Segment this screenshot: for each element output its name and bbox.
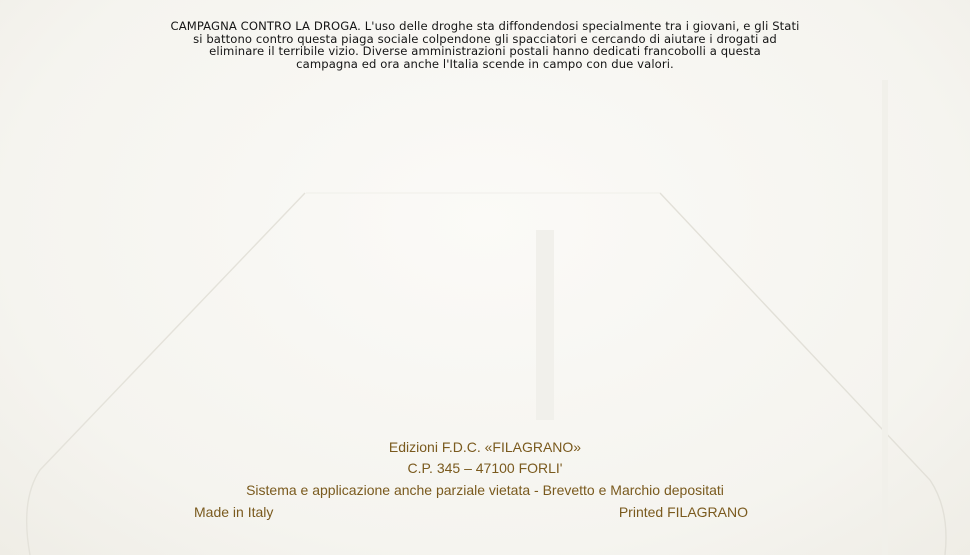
description-line-4: campagna ed ora anche l'Italia scende in campo con due valori. xyxy=(296,56,674,71)
publisher-imprint xyxy=(170,437,800,523)
description-line-2: si battono contro questa piaga sociale colpendone gli spacciatori e cercando di aiutare i drogati ad xyxy=(193,31,777,46)
printed-by-label: Printed FILAGRANO xyxy=(618,504,748,520)
publisher-name: Edizioni F.D.C. «FILAGRANO» xyxy=(388,439,582,455)
publisher-address: C.P. 345 – 47100 FORLI' xyxy=(407,460,563,476)
campaign-description xyxy=(100,20,870,70)
description-line-1: CAMPAGNA CONTRO LA DROGA. L'uso delle droghe sta diffondendosi specialmente tra i giovani, e gli Stati xyxy=(170,19,800,33)
imprint-footer xyxy=(170,501,800,523)
description-line-3: eliminare il terribile vizio. Diverse amministrazioni postali hanno dedicati francobolli a questa xyxy=(209,44,761,59)
rights-notice: Sistema e applicazione anche parziale vietata - Brevetto e Marchio depositati xyxy=(246,482,724,498)
made-in-label: Made in Italy xyxy=(194,504,274,520)
